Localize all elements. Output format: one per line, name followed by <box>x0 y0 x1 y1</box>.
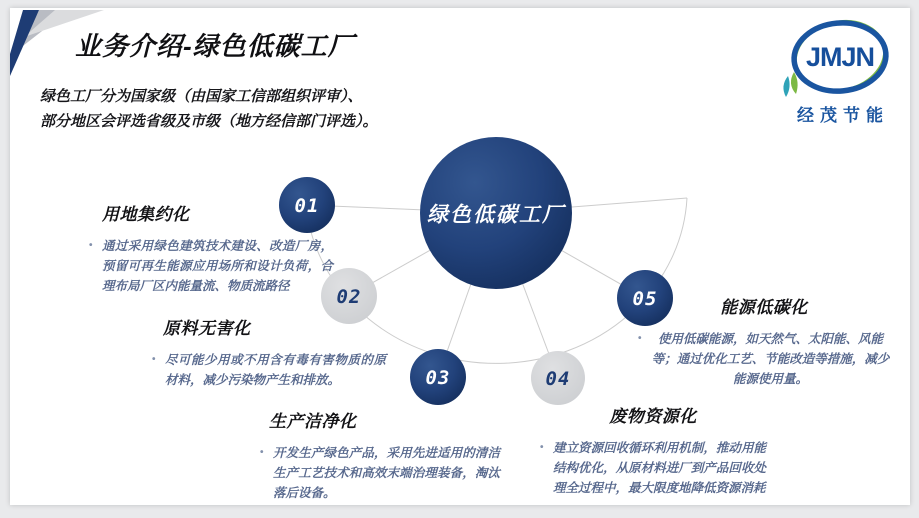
section-land-intensive <box>89 200 333 296</box>
section-title: 能源低碳化 <box>720 298 808 317</box>
section-body <box>540 438 766 498</box>
section-title: 生产洁净化 <box>269 412 357 431</box>
circle-03-number: 03 <box>425 367 451 389</box>
section-text: 通过采用绿色建筑技术建设、改造厂房，预留可再生能源应用场所和设计负荷，合理布局厂区内能量流、物质流路径 <box>102 239 333 293</box>
bullet-dot: • <box>89 240 93 251</box>
section-text: 尽可能少用或不用含有毒有害物质的原材料，减少污染物产生和排放。 <box>165 353 386 387</box>
bullet-dot: • <box>638 333 642 344</box>
section-title: 废物资源化 <box>609 407 697 426</box>
intro-line-2: 部分地区会评选省级及市级（地方经信部门评选）。 <box>40 113 378 130</box>
intro-line-1: 绿色工厂分为国家级（由国家工信部组织评审）、 <box>40 88 363 105</box>
section-body <box>638 329 890 389</box>
circle-01-number: 01 <box>294 195 320 217</box>
bullet-dot: • <box>152 354 156 365</box>
intro-paragraph <box>40 84 378 134</box>
circle-02-number: 02 <box>336 286 362 308</box>
center-circle-label: 绿色低碳工厂 <box>427 203 565 227</box>
section-title: 原料无害化 <box>163 319 251 338</box>
company-logo <box>776 16 904 125</box>
circle-05-number: 05 <box>632 288 658 310</box>
slide-canvas <box>10 8 910 505</box>
bullet-dot: • <box>260 447 264 458</box>
logo-leaf-teal-icon <box>783 76 789 97</box>
section-waste-recycling <box>540 402 766 498</box>
page-title: 业务介绍-绿色低碳工厂 <box>75 31 355 61</box>
section-low-carbon-energy <box>638 293 890 389</box>
section-body <box>152 350 386 390</box>
section-title: 用地集约化 <box>102 205 190 224</box>
section-text: 开发生产绿色产品，采用先进适用的清洁生产工艺技术和高效末端治理装备，淘汰落后设备。 <box>273 446 500 500</box>
section-text: 使用低碳能源，如天然气、太阳能、风能等；通过优化工艺、节能改造等措施，减少能源使用量。 <box>651 332 890 386</box>
section-text: 建立资源回收循环利用机制，推动用能结构优化，从原材料进厂到产品回收处理全过程中，最大限度地降低资源消耗 <box>553 441 766 495</box>
circle-04-number: 04 <box>545 368 571 390</box>
logo-company-name: 经茂节能 <box>797 106 889 125</box>
logo-wordmark: JMJN <box>805 42 875 72</box>
logo-emblem-icon <box>776 16 904 98</box>
section-body <box>89 236 333 296</box>
section-clean-production <box>260 407 500 503</box>
section-body <box>260 443 500 503</box>
section-raw-material <box>152 314 386 390</box>
bullet-dot: • <box>540 442 544 453</box>
